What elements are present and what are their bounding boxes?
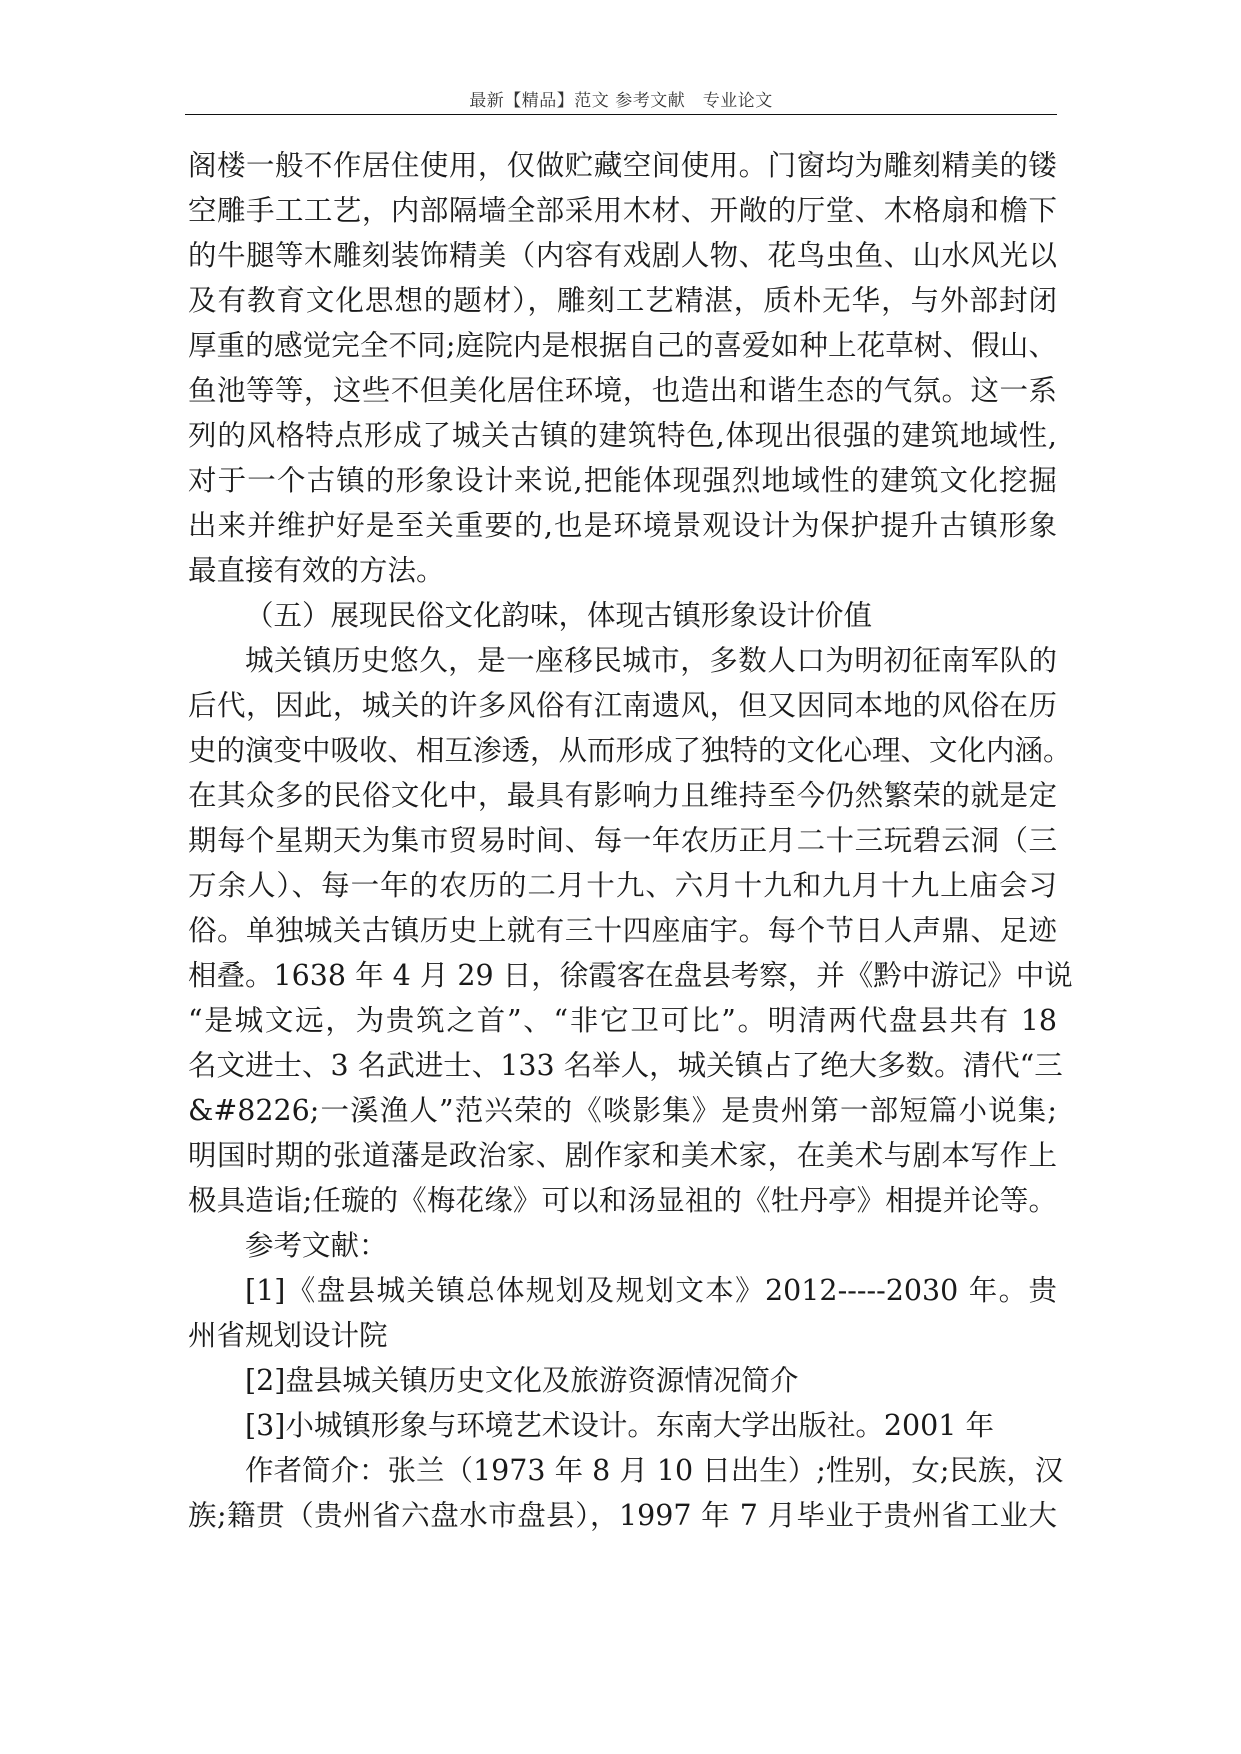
body-line: 万余人）、每一年的农历的二月十九、六月十九和九月十九上庙会习 bbox=[188, 869, 1057, 902]
body-line: 列的风格特点形成了城关古镇的建筑特色,体现出很强的建筑地域性, bbox=[188, 419, 1057, 452]
reference-item: [1]《盘县城关镇总体规划及规划文本》2012-----2030 年。贵 bbox=[245, 1274, 1057, 1307]
body-line: 厚重的感觉完全不同;庭院内是根据自己的喜爱如种上花草树、假山、 bbox=[188, 329, 1057, 362]
body-line: 后代，因此，城关的许多风俗有江南遗风，但又因同本地的风俗在历 bbox=[188, 689, 1057, 722]
body-line: 期每个星期天为集市贸易时间、每一年农历正月二十三玩碧云洞（三 bbox=[188, 824, 1057, 857]
body-line: 城关镇历史悠久，是一座移民城市，多数人口为明初征南军队的 bbox=[245, 644, 1057, 677]
body-line: 及有教育文化思想的题材），雕刻工艺精湛，质朴无华，与外部封闭 bbox=[188, 284, 1057, 317]
body-line: 极具造诣;任璇的《梅花缘》可以和汤显祖的《牡丹亭》相提并论等。 bbox=[188, 1184, 1057, 1217]
author-bio: 作者简介：张兰（1973 年 8 月 10 日出生）;性别，女;民族，汉 bbox=[245, 1454, 1064, 1487]
body-line: 阁楼一般不作居住使用，仅做贮藏空间使用。门窗均为雕刻精美的镂 bbox=[188, 149, 1057, 182]
body-line: 的牛腿等木雕刻装饰精美（内容有戏剧人物、花鸟虫鱼、山水风光以 bbox=[188, 239, 1057, 272]
reference-item-continued: 州省规划设计院 bbox=[188, 1319, 388, 1352]
body-line: 史的演变中吸收、相互渗透，从而形成了独特的文化心理、文化内涵。 bbox=[188, 734, 1072, 767]
body-line: &#8226;一溪渔人”范兴荣的《啖影集》是贵州第一部短篇小说集; bbox=[188, 1094, 1057, 1127]
section-heading: （五）展现民俗文化韵味，体现古镇形象设计价值 bbox=[245, 599, 873, 632]
body-line: 最直接有效的方法。 bbox=[188, 554, 445, 587]
body-line: 俗。单独城关古镇历史上就有三十四座庙宇。每个节日人声鼎、足迹 bbox=[188, 914, 1057, 947]
body-line: 名文进士、3 名武进士、133 名举人，城关镇占了绝大多数。清代“三 bbox=[188, 1049, 1063, 1082]
body-line: 对于一个古镇的形象设计来说,把能体现强烈地域性的建筑文化挖掘 bbox=[188, 464, 1057, 497]
reference-item: [2]盘县城关镇历史文化及旅游资源情况简介 bbox=[245, 1364, 799, 1397]
body-line: 在其众多的民俗文化中，最具有影响力且维持至今仍然繁荣的就是定 bbox=[188, 779, 1057, 812]
body-line: 相叠。1638 年 4 月 29 日，徐霞客在盘县考察，并《黔中游记》中说 bbox=[188, 959, 1073, 992]
references-heading: 参考文献： bbox=[245, 1229, 388, 1262]
body-line: “是城文远，为贵筑之首”、“非它卫可比”。明清两代盘县共有 18 bbox=[188, 1004, 1057, 1037]
body-line: 空雕手工工艺，内部隔墙全部采用木材、开敞的厅堂、木格扇和檐下 bbox=[188, 194, 1057, 227]
reference-item: [3]小城镇形象与环境艺术设计。东南大学出版社。2001 年 bbox=[245, 1409, 994, 1442]
page-header: 最新【精品】范文 参考文献 专业论文 bbox=[469, 91, 773, 111]
header-divider bbox=[185, 114, 1057, 115]
body-line: 出来并维护好是至关重要的,也是环境景观设计为保护提升古镇形象 bbox=[188, 509, 1057, 542]
body-line: 鱼池等等，这些不但美化居住环境，也造出和谐生态的气氛。这一系 bbox=[188, 374, 1057, 407]
body-line: 明国时期的张道藩是政治家、剧作家和美术家，在美术与剧本写作上 bbox=[188, 1139, 1057, 1172]
author-bio: 族;籍贯（贵州省六盘水市盘县），1997 年 7 月毕业于贵州省工业大 bbox=[188, 1499, 1057, 1532]
